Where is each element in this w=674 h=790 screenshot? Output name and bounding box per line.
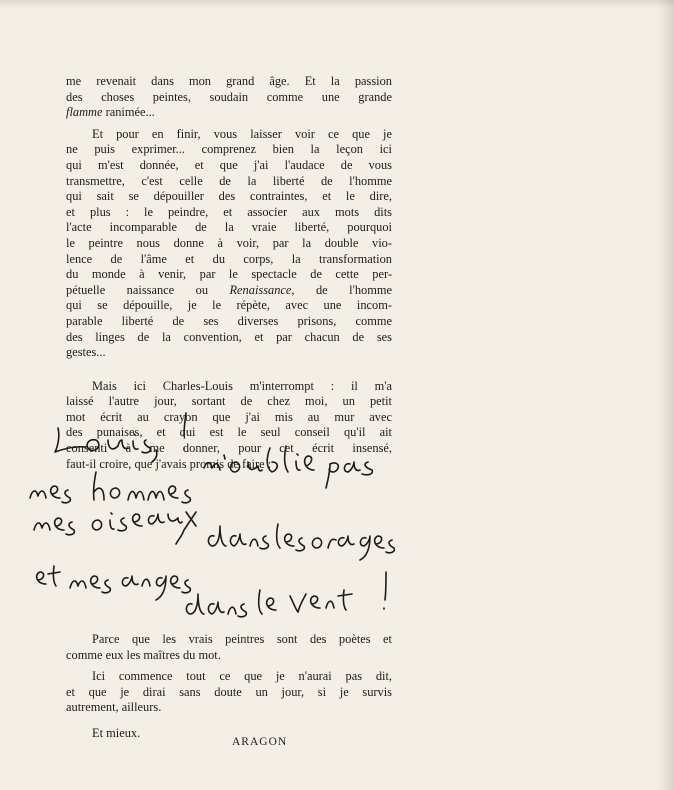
text-line: Et mieux. bbox=[92, 725, 141, 740]
text-line: des punaises, et qui est le seul conseil qu'il ait bbox=[66, 425, 392, 440]
text-line: consenti à me donner, pour cet écrit insensé, bbox=[66, 441, 392, 456]
text-fragment: pétuelle naissance ou bbox=[66, 282, 230, 297]
handwritten-note-text bbox=[26, 410, 406, 620]
text-line: mot écrit au crayon que j'ai mis au mur avec bbox=[66, 409, 392, 424]
text-line: qui se dépouille, je le répète, avec une incom- bbox=[66, 298, 392, 313]
text-line: Ici commence tout ce que je n'aurai pas dit, bbox=[92, 669, 392, 684]
text-line: des choses peintes, soudain comme une grande bbox=[66, 89, 392, 104]
text-line: l'acte incomparable de la vraie liberté, pourquoi bbox=[66, 220, 392, 235]
text-line: des linges de la convention, et par chacun de ses bbox=[66, 329, 392, 344]
text-line: faut-il croire, que j'avais promis de faire : bbox=[66, 456, 272, 471]
text-line: comme eux les maîtres du mot. bbox=[66, 647, 221, 662]
paragraph-4 bbox=[66, 632, 392, 663]
text-line: et plus : le peindre, et associer aux mots dits bbox=[66, 204, 392, 219]
text-line: laissé l'autre jour, sortant de chez moi, un petit bbox=[66, 394, 392, 409]
text-line: Mais ici Charles-Louis m'interrompt : il m'a bbox=[92, 378, 392, 393]
text-line: lence de l'âme et du corps, la transformation bbox=[66, 251, 392, 266]
italic-word: Renaissance bbox=[229, 282, 292, 297]
italic-word: flamme bbox=[66, 105, 103, 120]
text-line: gestes... bbox=[66, 345, 106, 360]
text-line: Parce que les vrais peintres sont des poètes et bbox=[92, 632, 392, 646]
text-line: ne puis exprimer... comprenez bien la leçon ici bbox=[66, 142, 392, 157]
text-line: le peintre nous donne à voir, par la double vio- bbox=[66, 235, 392, 250]
text-fragment: , de l'homme bbox=[291, 282, 392, 297]
text-line: transmettre, c'est celle de la liberté de l'homme bbox=[66, 173, 392, 188]
author-signature: ARAGON bbox=[232, 736, 288, 748]
paragraph-5 bbox=[66, 669, 392, 716]
text-line: qui sait se dépouiller des contraintes, et le dire, bbox=[66, 189, 392, 204]
text-line: du monde à venir, par le spectacle de cette per- bbox=[66, 267, 392, 282]
text-line: me revenait dans mon grand âge. Et la passion bbox=[66, 74, 392, 88]
text-line: parable liberté de ses diverses prisons, comme bbox=[66, 313, 392, 328]
text-line: qui m'est donnée, et que j'ai l'audace de vous bbox=[66, 157, 392, 172]
paragraph-6 bbox=[66, 726, 392, 742]
text-fragment: ranimée... bbox=[102, 105, 155, 120]
text-line: autrement, ailleurs. bbox=[66, 700, 162, 715]
closing-text bbox=[66, 632, 392, 742]
text-line: et que je dirai sans doute un jour, si je survis bbox=[66, 684, 392, 699]
text-line: Et pour en finir, vous laisser voir ce que je bbox=[92, 126, 392, 141]
